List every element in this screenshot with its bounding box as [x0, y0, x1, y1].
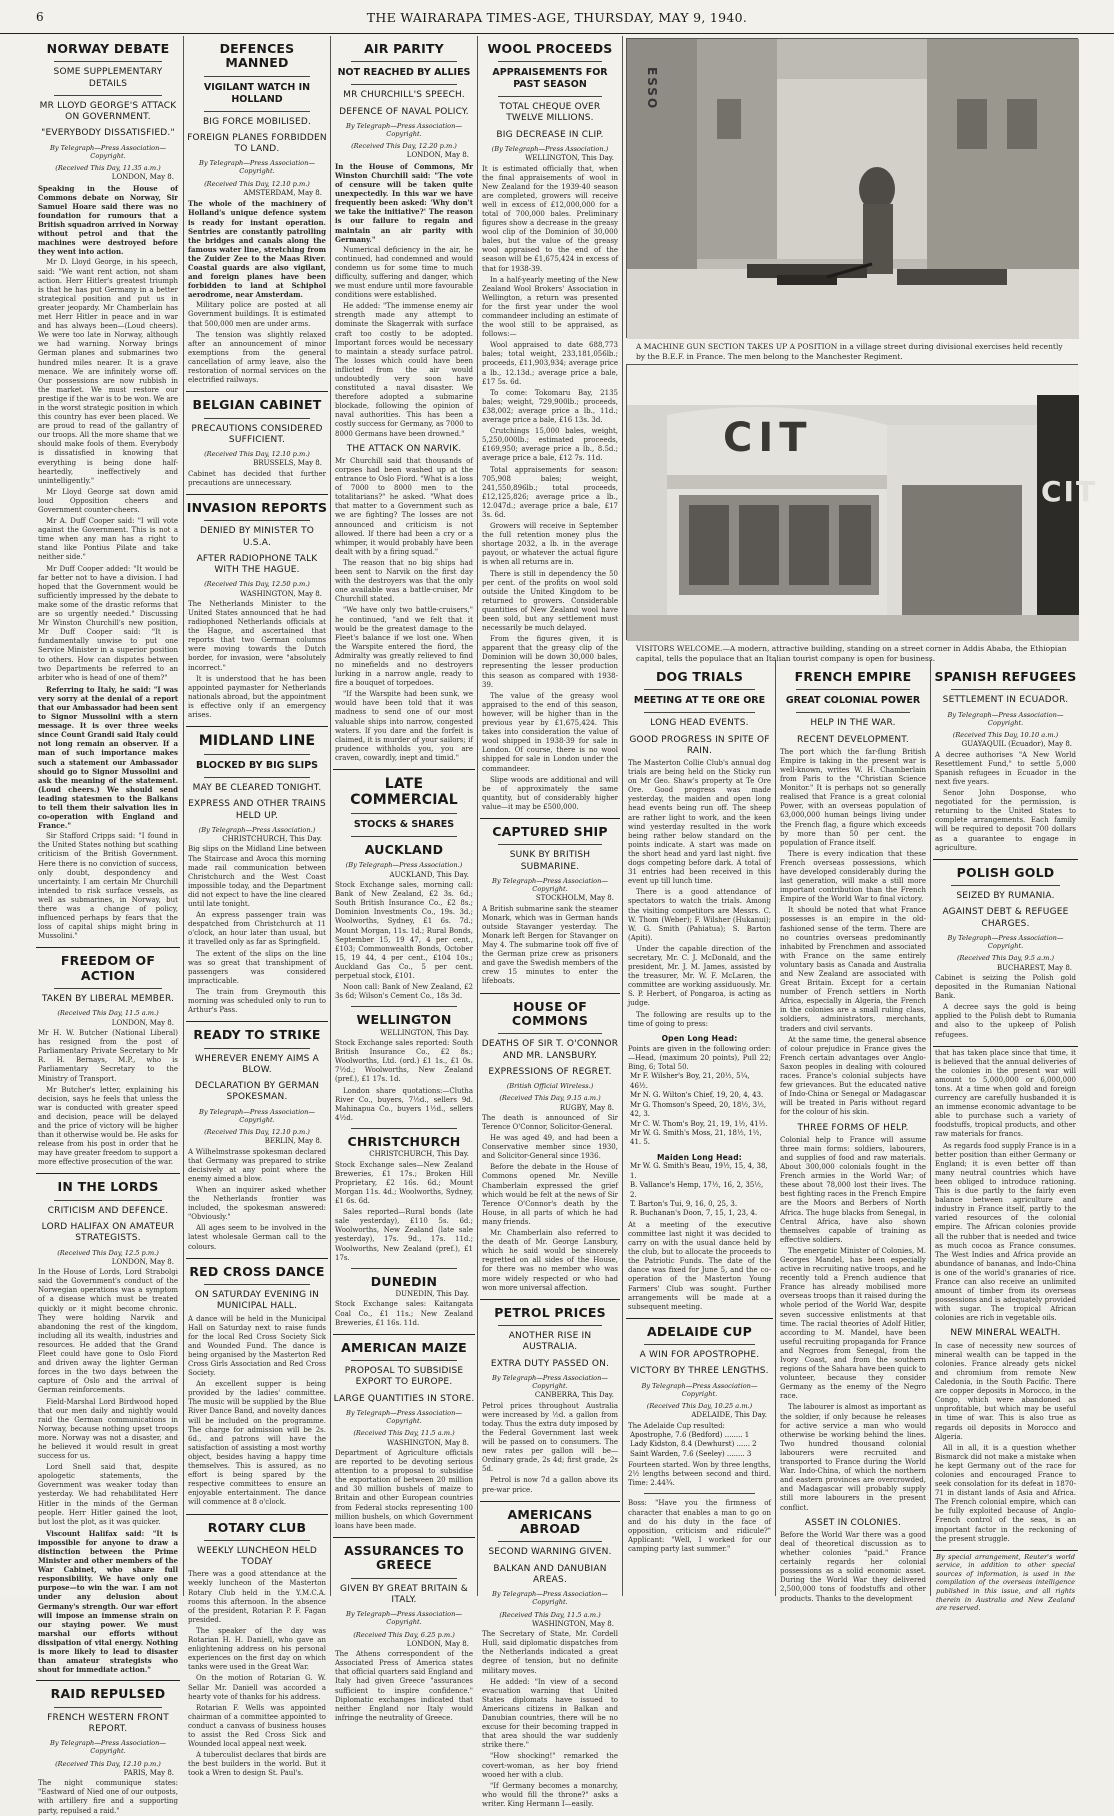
subheading: DECLARATION BY GERMAN SPOKESMAN. [194, 1081, 320, 1103]
article-paragraph: The Athens correspondent of the Associated Press of America states that official quarters said England and Italy had given Greece "assurances sufficient to inspire confidence." Diplomatic exchanges indicated that neither England nor Italy would infringe the neutrality of Greece. [335, 1650, 473, 1722]
result-row: B. Vallance's Hemp, 17½, 16, 2, 35½, 2. [630, 1181, 764, 1199]
subheading: EXTRA DUTY PASSED ON. [490, 1358, 610, 1369]
subheading: EXPRESSIONS OF REGRET. [488, 1066, 612, 1077]
article-paragraph: All in all, it is a question whether Bismarck did not make a mistake when he kept Germany out of the race for colonies and encouraged France to seek consolation for its defeat in 1870-71 in distant lands of Asia and Africa. The French colonial empire, which can be fully exploited because of Anglo-French control of the seas, is an important factor in the reckoning of the present struggle. [935, 1443, 1076, 1543]
article-paragraph: Before the World War there was a good deal of theoretical discussion as to whether colonies "paid." France certainly regards her colonial possessions as a solid economic asset. During the World War they delivered 2,500,000 tons of foodstuffs and other products. Thanks to the development [780, 1530, 926, 1603]
headline: DUNEDIN [370, 1273, 438, 1289]
headline: FRENCH EMPIRE [794, 669, 912, 684]
article-paragraph: Slipe woods are additional and will be of approximately the same quantity, but of considerably higher value—it may be £500,000. [482, 775, 618, 811]
result-row: R. Buchanan's Doon, 7, 15, 1, 23, 4. [630, 1209, 758, 1218]
dateline: PARIS, May 8. [123, 1768, 174, 1777]
byline: By Telegraph—Press Association—Copyright. [50, 1739, 166, 1756]
byline: By Telegraph—Press Association—Copyright. [492, 1373, 608, 1391]
subheading: RECENT DEVELOPMENT. [797, 734, 909, 745]
byline: By Telegraph—Press Association—Copyright. [947, 710, 1064, 727]
subheading: TAKEN BY LIBERAL MEMBER. [41, 994, 175, 1005]
article-paragraph: The Adelaide Cup resulted: [628, 1421, 725, 1430]
article-paragraph: As regards food supply France is in a better position than either Germany or England; it is even better off than many neutral countries which have been obliged to introduce rationing. This is due partly to the fairly even balance between agriculture and industry in France itself, partly to the varied resources of the colonial empire. The African colonies provide all the rubber that is needed and twice as much cocoa as France consumes. The West Indies and Africa provide an abundance of bananas, and Indo-China is one of the world's granaries of rice. France can also receive an unlimited amount of timber from its overseas possessions and is adequately provided with sugar. The tropical African colonies are rich in vegetable oils. [935, 1141, 1076, 1323]
newspaper-title: THE WAIRARAPA TIMES-AGE, THURSDAY, MAY 9, 1940. [366, 10, 748, 25]
article-paragraph: The extent of the slips on the line was so great that transhipment of passengers was considered impracticable. [188, 949, 326, 985]
headline: DOG TRIALS [655, 669, 744, 684]
dateline: LONDON, May 8. [111, 1018, 174, 1027]
subheading: WEEKLY LUNCHEON HELD TODAY [196, 1545, 318, 1568]
subheading: EXPRESS AND OTHER TRAINS HELD UP. [188, 799, 326, 821]
article-paragraph: Numerical deficiency in the air, he continued, had condemned and would condemn us for some time to much difficulty, suffering and danger, which we must endure until more favourable conditions were established. [335, 245, 473, 300]
article-paragraph: He was aged 49, and had been a Conservative member since 1930, and Solicitor-General since 1936. [482, 1134, 618, 1161]
subheading: SETTLEMENT IN ECUADOR. [942, 695, 1069, 706]
article-paragraph: At the same time, the general absence of colour prejudice in France gives the French certain advantages over Anglo-Saxon peoples in dealing with coloured races. France's colonial subjects have few grievances. But the educated native of Indo-China or Senegal or Madagascar will be treated in Paris without regard for the colour of his skin. [780, 1035, 926, 1117]
results-list [626, 1431, 773, 1459]
article-paragraph: He added: "The immense enemy air strength made any attempt to dominate the Skagerrak with surface craft too costly to be adopted. Important forces would be necessary to maintain a steady surface patrol. The losses which could have been inflicted from the air would undoubtedly very soon have constituted a naval disaster. We therefore adopted a submarine blockade, following the opinion of naval authorities. This has been a costly success for Germany, as 7000 to 8000 Germans have been drowned." [335, 302, 473, 438]
headline: ROTARY CLUB [207, 1519, 307, 1535]
subheading: TOTAL CHEQUE OVER TWELVE MILLIONS. [499, 102, 601, 124]
headline: FREEDOM OF ACTION [60, 953, 156, 983]
dateline: WASHINGTON, May 8. [239, 589, 322, 598]
headline: AUCKLAND [364, 842, 444, 858]
dateline: ADELAIDE, This Day. [691, 1411, 767, 1420]
subheading: MEETING AT TE ORE ORE [633, 695, 766, 707]
byline: By Telegraph—Press Association—Copyright. [947, 933, 1064, 951]
headline: MIDLAND LINE [198, 733, 316, 750]
subheading: DEATHS OF SIR T. O'CONNOR AND MR. LANSBURY. [481, 1039, 619, 1061]
byline: (By Telegraph—Press Association.) [345, 861, 463, 870]
subheading: FRENCH WESTERN FRONT REPORT. [47, 1712, 169, 1734]
received-time: (Received This Day, 6.25 p.m.) [353, 1630, 455, 1639]
photo-machine-gun-section [626, 38, 1078, 338]
result-row: Mr G. Thomson's Speed, 20, 18½, 3½, 42, 3. [630, 1100, 767, 1119]
article-paragraph: Sir Stafford Cripps said: "I found in the United States nothing but scathing criticism of the British Government. Here there is no conviction of success, only doubt, despondency and uncertainty. I am certain Mr Churchill intended to risk surface vessels, as well as submarines, in Norway, but there was a change of policy, influenced perhaps by fears that the loss of capital ships might bring in Mussolini." [38, 832, 178, 941]
article-paragraph: The death is announced of Sir Terence O'Connor, Solicitor-General. [482, 1113, 618, 1131]
article-paragraph: A dance will be held in the Municipal Hall on Saturday next to raise funds for the local Red Cross Society Sick and Wounded Fund. The dance is being organised by the Masterton Red Cross Girls Association and Red Cross Society. [188, 1314, 326, 1378]
subheading: SEIZED BY RUMANIA. [956, 891, 1055, 902]
byline: By Telegraph—Press Association—Copyright. [346, 121, 462, 138]
article-paragraph: It should be noted that what France possesses is an empire in the old-fashioned sense of the term. There are no countries overseas predominantly inhabited by Frenchmen and associated with France on the same entirely voluntary basis as Canada and Australia and New Zealand are associated with Great Britain. Except for a certain number of French settlers in North Africa, especially in Algeria, the French in the colonies are a small ruling class, soldiers, administrators, merchants, traders and civil servants. [780, 906, 926, 1033]
article-paragraph: When an inquirer asked whether the Netherlands frontier was included, the spokesman answered: "Obviously." [188, 1186, 326, 1222]
article-paragraph: The labourer is almost as important as the soldier, if only because he releases for active service a man who would otherwise be working behind the lines. Two hundred thousand colonial labourers were recruited and transported to France during the World War. Indo-China, of which the northern and eastern provinces are overcrowded, and Madagascar will probably supply still more labourers in the present conflict. [780, 1403, 926, 1512]
result-row: Mr C. W. Thom's Boy, 21, 19, 1½, 41½. [630, 1119, 768, 1128]
subheading: BALKAN AND DANUBIAN AREAS. [493, 1563, 607, 1585]
column-3 [333, 36, 475, 1722]
dateline: DUNEDIN, This Day. [395, 1290, 469, 1299]
article-paragraph: The Netherlands Minister to the United States announced that he had radiophoned Netherlands officials at the Hague, and ascertained that reports that two German columns were moving towards the Dutch border, for invasion, were "absolutely incorrect." [188, 599, 326, 672]
headline: NORWAY DEBATE [46, 41, 170, 56]
column-4 [480, 36, 620, 1808]
article-paragraph: The energetic Minister of Colonies, M. Georges Mandel, has been especially active in recruiting native troops, and he recently told a French audience that France has already mobilised more overseas troops than it raised during the whole period of the World War, despite seven successive enlistments at that time. The racial theories of Adolf Hitler, according to M. Mandel, have been useful recruiting propaganda for France and Negroes from Senegal, from the Ivory Coast, and from the southern regions of the Sahara have been quick to volunteer, because they consider Germany as the enemy of the Negro race. [780, 1246, 927, 1401]
received-time: (Received This Day, 12.20 p.m.) [351, 142, 457, 151]
headline: WELLINGTON [356, 1012, 452, 1028]
headline: INVASION REPORTS [186, 499, 328, 515]
result-row: Apostrophe, 7.6 (Bedford) ........ 1 [630, 1430, 750, 1439]
subheading: AGAINST DEBT & REFUGEE CHARGES. [942, 907, 1069, 929]
street-sign-text: ESSO [645, 67, 659, 111]
article-paragraph: "If the Warspite had been sunk, we would have been told that it was madness to send one of our most valuable ships into narrow, congested waters. If you dare and the forfeit is claimed, it is murder of your sailors; if prudence withholds you, you are craven, cowardly, inept and timid." [335, 690, 473, 762]
article-paragraph: It is understood that he has been appointed paymaster for Netherlands nationals abroad, but the appointment is effective only if an emergency arises. [188, 674, 326, 720]
result-row: Mr F. Wilsher's Boy, 21, 20½, 5¼, 46½. [630, 1072, 750, 1090]
article-paragraph: There is still in dependency the 50 per cent. of the profits on wool sold outside the United Kingdom to be returned to growers. Considerable quantities of New Zealand wool have been sold, but any settlement must necessarily be much delayed. [482, 569, 618, 633]
received-time: (Received This Day, 11.5 a.m.) [353, 1429, 455, 1438]
article-paragraph: Viscount Halifax said: "It is impossible for anyone to draw a distinction between the Prime Minister and other members of the War Cabinet, who share full responsibility. We have only one purpose—to win the war. I am not under any delusion about Germany's strength. Our war effort will impose an immense strain on our staying power. We must marshal our efforts without dissipation of vital energy. Nothing is more likely to lead to disaster than amateur strategists who shout for immediate action." [38, 1528, 178, 1675]
article-paragraph: "How shocking!" remarked the covert-woman, as her boy friend wooed her with a club. [482, 1752, 618, 1779]
headline: CAPTURED SHIP [492, 823, 608, 839]
article-paragraph: Mr. Chamberlain also referred to the death of Mr. George Lansbury, which he said would be sincerely regretted on all sides of the House, for there was no member who was more widely respected or who had won more universal affection. [482, 1229, 618, 1292]
headline: AMERICANS ABROAD [507, 1506, 593, 1536]
article-paragraph: In case of necessity new sources of mineral wealth can be tapped in the colonies. France already gets nickel and chromium from remote New Caledonia, in the South Pacific. There are copper deposits in Morocco, in the Congo, which were abandoned as unprofitable, but which may be useful in time of war. This is also true as regards oil deposits in Morocco and Algeria. [935, 1341, 1076, 1441]
received-time: (Received This Day, 11.35 a.m.) [55, 164, 161, 173]
article-paragraph: The value of the greasy wool appraised to the end of this season, however, will be higher than in the previous year by £1,675,424. This takes into consideration the value of wool shipped in 1938-39 for sale in London. Of course, there is no wool shipped for sale in London under the commandeer. [482, 691, 618, 773]
article-paragraph: The tension was slightly relaxed after an announcement of minor exemptions from the general cancellation of army leave, also the restoration of normal services on the electrified railways. [188, 330, 326, 385]
byline: By Telegraph—Press Association—Copyright. [641, 1381, 758, 1398]
dateline: CHRISTCHURCH, This Day. [369, 1150, 469, 1159]
result-row: Lady Kidston, 8.4 (Dewhurst) ...... 2 [630, 1440, 757, 1449]
headline: BELGIAN CABINET [192, 397, 322, 413]
dateline: CHRISTCHURCH, This Day. [222, 835, 322, 844]
subheading: ASSET IN COLONIES. [804, 1517, 902, 1528]
byline: By Telegraph—Press Association—Copyright. [492, 876, 608, 894]
article-paragraph: The reason that no big ships had been sent to Narvik on the first day with the destroyers was that the only one available was a battle-cruiser, Mr Churchill stated. [335, 558, 473, 604]
subheading: A WIN FOR APOSTROPHE. [639, 1350, 760, 1361]
results-heading: Maiden Long Head: [657, 1152, 742, 1162]
column-rule [183, 36, 184, 1596]
subheading: NEW MINERAL WEALTH. [950, 1328, 1061, 1339]
byline: By Telegraph—Press Association—Copyright. [492, 1590, 608, 1607]
article-paragraph: He added: "In view of a second evacuation warning that United States diplomats have issued to Americans citizens in Balkan and Danubian countries, there will be no excuse for their becoming trapped in that area should the war suddenly strike there." [482, 1677, 618, 1750]
byline: By Telegraph—Press Association—Copyright. [346, 1408, 462, 1426]
received-time: (Received This Day, 12.10 p.m.) [204, 179, 310, 188]
article-paragraph: A British submarine sank the steamer Monark, which was in German hands outside Stavanger yesterday. The Monark left Bergen for Stavanger on May 4. The submarine took off five of the German prize crew as prisoners and gave the Swedish members of the crew 15 minutes to enter the lifeboats. [482, 904, 618, 986]
article-paragraph: Speaking in the House of Commons debate on Norway, Sir Samuel Hoare said there was no foundation for rumours that a British squadron arrived in Norway without petrol and that the machines were destroyed before they went into action. [38, 183, 178, 257]
headline: ASSURANCES TO GREECE [344, 1542, 464, 1573]
building-sign-text-right: CIT [1041, 475, 1098, 508]
byline: By Telegraph—Press Association—Copyright. [50, 143, 166, 160]
article-paragraph: The speaker of the day was Rotarian H. H. Daniell, who gave an enlightening address on his personal experiences on the first day on which tanks were used in the Great War. [188, 1626, 326, 1672]
subheading: MR LLOYD GEORGE'S ATTACK ON GOVERNMENT. [39, 100, 177, 123]
result-row: Saint Warden, 7.6 (Seeley) ........ 3 [630, 1449, 752, 1458]
results-list [626, 1072, 773, 1148]
subheading: WHEREVER ENEMY AIMS A BLOW. [195, 1053, 319, 1075]
article-paragraph: Field-Marshal Lord Birdwood hoped that our men daily and nightly would raid the German communications in Norway, because nothing upset troops more. Norway was not a disaster, and he believed it would result in great success for us. [38, 1397, 178, 1461]
article-paragraph: There is a good attendance of spectators to watch the trials. Among the visiting competitors are Messrs. C. W. Thom (Weber); F. Wilsher (Hukanui); W. G. Smith (Pahiatua); S. Barton (Apiti). [628, 888, 771, 942]
article-paragraph: Rotarian F. Wells was appointed chairman of a committee appointed to conduct a canvass of business houses to assist the Red Cross Sick and Wounded local appeal next week. [188, 1703, 326, 1749]
article-paragraph: Points are given in the following order:—Head, (maximum 20 points), Pull 22; Bing, 6; Total 50. [628, 1045, 771, 1072]
photo-village-street [627, 39, 1079, 339]
dateline: BERLIN, May 8. [264, 1137, 322, 1146]
dateline: LONDON, May 8. [111, 173, 174, 182]
article-paragraph: Before the debate in the House of Commons opened Mr. Neville Chamberlain expressed the grief which would be felt at the news of Sir Terence O'Connor's death by the House, in all parts of which he had many friends. [482, 1163, 618, 1226]
subheading: LORD HALIFAX ON AMATEUR STRATEGISTS. [41, 1222, 175, 1244]
headline: LATE COMMERCIAL [350, 776, 458, 809]
article-paragraph: Referring to Italy, he said: "I was very sorry at the denial of a report that our Ambassador had been sent to Signor Mussolini with a stern message. It is over three weeks since Count Grandi said Italy could not long remain an observer. If a man of such importance makes such a statement our Ambassador should go to Signor Mussolini and ask the meaning of the statement. (Loud cheers.) We should send leading statesmen to the Balkans to tell them their salvation lies in co-operation with England and France." [38, 684, 178, 831]
subheading: THREE FORMS OF HELP. [797, 1122, 909, 1133]
article-paragraph: Total appraisements for season: 705,908 bales; weight, 241,550,896lb.; total proceeds, £12,125,826; average price a lb., 12.047d.; average price a bale, £17 3s. 6d. [482, 465, 618, 519]
subheading: APPRAISEMENTS FOR PAST SEASON [492, 67, 608, 91]
result-row: Mr N. G. Wilton's Chief, 19, 20, 4, 43. [630, 1091, 764, 1100]
article-paragraph: The Secretary of State, Mr. Cordell Hull, said diplomatic dispatches from the Netherlands indicated a great degree of tension, but no definite military moves. [482, 1630, 618, 1675]
article-paragraph: Mr Churchill said that thousands of corpses had been washed up at the entrance to Oslo Fiord. "What is a loss of 7000 to 8000 men to the totalitarians?" he asked. "What does that matter to a Government such as we are fighting? The losses are not announced and criticism is not allowed. If there had been a cry or a whimper, it would probably have been dealt with by a firing squad." [335, 456, 473, 556]
article-paragraph: The Masterton Collie Club's annual dog trials are being held on the Sticky run on Mr Geo. Shaw's property at Te Ore Ore. Good progress was made yesterday, the maiden and open long head events being run off. The sheep are rather light to work, and the keen wind yesterday resulted in the work being rather below standard on the points indicate. A start was made on the short head and yard last night. five dogs competing before dark. A total of 31 entries had been received in this event up till lunch time. [628, 759, 771, 886]
subheading: MAY BE CLEARED TONIGHT. [192, 783, 322, 794]
received-time: (Received This Day, 10.25 a.m.) [646, 1402, 753, 1411]
subheading: NOT REACHED BY ALLIES [337, 67, 471, 79]
received-time: (Received This Day, 12.50 p.m.) [204, 580, 310, 589]
received-time: (Received This Day, 11.5 a.m.) [57, 1009, 159, 1018]
results-list [626, 1162, 773, 1219]
article-paragraph: Mr H. W. Butcher (National Liberal) has resigned from the post of Parliamentary Private Secretary to Mr R. H. Bernays, M.P., who is Parliamentary Secretary to the Ministry of Transport. [38, 1029, 178, 1083]
headline: POLISH GOLD [956, 864, 1055, 880]
received-time: (Received This Day, 12.5 p.m.) [57, 1248, 159, 1257]
article-paragraph: Stock Exchange sales, morning call: Bank of New Zealand, £2 3s. 6d.; South British Insurance Co., £2 8s.; Dominion Investments Co., 19s. 3d.; Woolworths, Sydney, £1 6s. 7d.; Mount Morgan, 11s. 1d.; Rural Bonds, September 15, 19 47, 4 per cent., £103; Commonwealth Bonds, October 15, 19 44, 4 per cent., £104 10s.; Auckland Gas Co., 5 per cent. perpetual stock, £101. [335, 881, 473, 980]
byline: (British Official Wireless.) [506, 1082, 594, 1091]
article-paragraph: Petrol is now 7d a gallon above its pre-war price. [482, 1476, 618, 1494]
subheading: BLOCKED BY BIG SLIPS [195, 760, 319, 772]
subheading: VICTORY BY THREE LENGTHS. [630, 1366, 769, 1377]
dateline: LONDON, May 8. [406, 1639, 469, 1648]
byline: By Telegraph—Press Association—Copyright. [346, 1610, 462, 1627]
article-paragraph: that has taken place since that time, it is believed that the annual deliveries of the colonies in the present war will amount to 5,000,000 or 6,000,000 tons. At a time when gold and foreign currency are carefully husbanded it is an immense economic advantage to be able to purchase such a variety of foodstuffs, tropical products, and other raw materials for francs. [935, 1048, 1076, 1139]
article-paragraph: Under the capable direction of the secretary, Mr. C. J. McDonald, and the president, Mr. J. M. James, assisted by the treasurer, Mr. W. F. McLaren, the committee are working assiduously. Mr. S. P. Herbert, of Pongaroa, is acting as judge. [628, 944, 771, 1008]
article-paragraph: Mr D. Lloyd George, in his speech, said: "We want rent action, not sham action. Herr Hitler's greatest triumph is that he has put Germany in a better strategical position and put us in greater jeopardy. Mr Chamberlain has met Herr Hitler in peace and in war and has always been—(Loud cheers). We were too late in Norway, although we had warning. Norway brings German planes and submarines two hundred miles nearer. It is a grave menace. We are infinitely worse off. Our possessions are now rubbish in the market. We must restore our prestige if the war is to be won. We are in the worst strategic position in which this country has ever been placed. We are proud to read of the gallantry of our troops. All the more shame that we should make fools of them. Everybody is dissatisfied in knowing that everything is being done half-heartedly, ineffectively and unintelligently." [38, 258, 178, 485]
result-row: Mr W. G. Smith's Moss, 21, 18½, 1½, 41. 5. [630, 1129, 762, 1147]
article-paragraph: Petrol prices throughout Australia were increased by ½d. a gallon from today. Thus the extra duty imposed by the Federal Government last week will be passed on to consumers. The new rates per gallon will be—Ordinary grade, 2s 4d; first grade, 2s 5d. [482, 1401, 618, 1474]
article-paragraph: All ages seem to be involved in the latest wholesale German call to the colours. [188, 1224, 326, 1251]
column-rule [622, 36, 623, 1596]
column-5 [626, 664, 773, 1596]
article-paragraph: It is estimated officially that, when the final appraisements of wool in New Zealand for the 1939-40 season are completed, growers will receive well in excess of £12,000,000 for a total of 700,000 bales. Preliminary figures show a decrease in the greasy wool clip of the Dominion of 30,000 bales, but the value of the greasy wool appraised to the end of the season will be £1,675,424 in excess of that for 1938-39. [482, 164, 618, 273]
dateline: CANBERRA, This Day. [534, 1391, 614, 1400]
article-paragraph: At a meeting of the executive committee last night it was decided to carry on with the usual dance held by the club, but to allocate the proceeds to the Patriotic Funds. The date of the dance was fixed for June 5, and the co-operation of the Masterton Young Farmers' Club was sought. Further arrangements will be made at a subsequent meeting. [628, 1220, 771, 1311]
column-7 [933, 664, 1078, 1613]
article-paragraph: The following are results up to the time of going to press: [628, 1010, 771, 1028]
reuter-footnote: By special arrangement, Reuter's world service, in addition to other special sources of information, is used in the compilation of the overseas intelligence published in this issue, and all rights therein in Australia and New Zealand are reserved. [936, 1552, 1075, 1613]
dateline: BUCHAREST, May 8. [996, 963, 1072, 972]
headline: WOOL PROCEEDS [487, 41, 613, 56]
byline: (By Telegraph—Press Association.) [491, 144, 609, 153]
subheading: DEFENCE OF NAVAL POLICY. [339, 106, 469, 117]
subheading: BIG DECREASE IN CLIP. [496, 129, 604, 140]
subheading: GOOD PROGRESS IN SPITE OF RAIN. [629, 734, 770, 756]
subheading: PRECAUTIONS CONSIDERED SUFFICIENT. [191, 423, 323, 445]
column-rule [775, 660, 776, 1596]
subheading: AFTER RADIOPHONE TALK WITH THE HAGUE. [196, 553, 318, 576]
subheading: CRITICISM AND DEFENCE. [47, 1205, 169, 1216]
column-2 [186, 36, 328, 1778]
article-paragraph: In a half-yearly meeting of the New Zealand Wool Brokers' Association in Wellington, a return was presented for the first year under the wool commandeer including an estimate of the wool still to be appraised, as follows:— [482, 275, 618, 339]
article-paragraph: In the House of Commons, Mr Winston Churchill said: "The vote of censure will be taken quite unexpectedly. In this war we have frequently been asked: 'Why don't we take the initiative?' The reason is our failure to regain and maintain an air parity with Germany." [335, 161, 473, 244]
subheading: "EVERYBODY DISSATISFIED." [41, 128, 175, 139]
dateline: WELLINGTON, This Day. [525, 154, 614, 163]
subheading: SOME SUPPLEMENTARY DETAILS [53, 67, 163, 89]
headline: SPANISH REFUGEES [934, 669, 1077, 684]
received-time: (Received This Day, 11.5 a.m.) [499, 1610, 601, 1619]
headline: HOUSE OF COMMONS [511, 998, 589, 1028]
article-paragraph: A decree says the gold is being applied to the Polish debt to Rumania and also to the upkeep of Polish refugees. [935, 1003, 1076, 1039]
subheading: VIGILANT WATCH IN HOLLAND [203, 81, 311, 105]
headline: CHRISTCHURCH [347, 1133, 461, 1149]
article-paragraph: Military police are posted at all Government buildings. It is estimated that 500,000 men are under arms. [188, 301, 326, 328]
photo-addis-ababa-building [626, 364, 1098, 640]
dateline: GUAYAQUIL (Ecuador), May 8. [961, 740, 1072, 749]
received-time: (Received This Day, 12.10 p.m.) [204, 1128, 310, 1136]
subheading: SUNK BY BRITISH SUBMARINE. [509, 850, 591, 872]
headline: DEFENCES MANNED [219, 41, 295, 71]
article-paragraph: Boss: "Have you the firmness of character that enables a man to go on and do his duty in the face of opposition, criticism and ridicule?" Applicant: "Well, I worked for our camping party last summer." [628, 1499, 771, 1553]
article-paragraph: A tuberculist declares that birds are the best builders in the world. But it took a Wren to design St. Paul's. [188, 1751, 326, 1778]
dateline: LONDON, May 8. [406, 151, 469, 160]
subheading: MR CHURCHILL'S SPEECH. [343, 90, 465, 101]
article-paragraph: There was a good attendance at the weekly luncheon of the Masterton Rotary Club held in the Y.M.C.A. rooms this afternoon. In the absence of the president, Rotarian P. F. Fagan presided. [188, 1570, 326, 1624]
result-row: T. Barton's Tui, 9, 16, 0, 25, 3. [630, 1200, 738, 1208]
dateline: AMSTERDAM, May 8. [243, 188, 322, 197]
article-paragraph: The port which the far-flung British Empire is taking in the present war is well-known, writes W. H. Chamberlain from Paris to the "Christian Science Monitor." It is perhaps not so generally realised that France is a great colonial Power, with an overseas population of 63,000,000 human beings living under the French flag, a figure which exceeds by more than 50 per cent. the population of France itself. [780, 747, 926, 847]
dateline: WELLINGTON, This Day. [380, 1028, 469, 1037]
article-paragraph: Noon call: Bank of New Zealand, £2 3s 6d; Wilson's Cement Co., 18s 3d. [335, 983, 473, 1001]
column-rule [477, 36, 478, 1596]
article-paragraph: The night communique states: "Eastward of Nied one of our outposts, with artillery fire and a supporting party, repulsed a raid." [38, 1779, 178, 1815]
article-paragraph: Mr Butcher's letter, explaining his decision, says he feels that unless the war is conducted with greater speed and decision, peace will be delayed and the price of victory will be higher than it otherwise would be. He asks for release from his post in order that he may have greater freedom to support a more effective prosecution of the war. [38, 1085, 178, 1167]
photo-building [627, 365, 1079, 641]
article-paragraph: Growers will receive in September the full retention money plus the shortage 2032, a lb. in the average payout, or whatever the actual figure is when all returns are in. [482, 522, 618, 567]
subheading: FOREIGN PLANES FORBIDDEN TO LAND. [187, 132, 327, 154]
article-paragraph: Mr A. Duff Cooper said: "I will vote against the Government. This is not a time when any man has a right to stand like Pontius Pilate and take neither side." [38, 517, 178, 562]
dateline: WASHINGTON, May 8. [386, 1438, 469, 1447]
column-6 [778, 664, 928, 1603]
masthead [0, 0, 1114, 34]
article-paragraph: Colonial help to France will assume three main forms: soldiers, labourers, and supplies of food and raw materials. About 300,000 colonials fought in the French armies in the World War; of these about 78,000 lost their lives. The best fighting races in the French Empire are the Moors and Berbers of North Africa. The huge blacks from Senegal, in Central Africa, have also shown themselves capable of training as effective soldiers. [780, 1135, 926, 1244]
dateline: BRUSSELS, May 8. [253, 459, 322, 468]
article-paragraph: Crutchings 15,000 bales, weight, 5,250,000lb.; estimated proceeds, £169,950; average price a lb., 8.5d.; average price a bale, £12 7s. 11d. [482, 427, 618, 463]
dateline: RUGBY, May 8. [559, 1103, 614, 1112]
article-paragraph: On the motion of Rotarian G. W. Sellar Mr. Daniell was accorded a hearty vote of thanks for his address. [188, 1674, 326, 1701]
received-time: (Received This Day, 10.10 a.m.) [952, 731, 1059, 740]
received-time: (Received This Day, 9.5 a.m.) [956, 954, 1055, 963]
subheading: LONG HEAD EVENTS. [650, 718, 749, 729]
dateline: LONDON, May 8. [111, 1257, 174, 1266]
headline: RED CROSS DANCE [189, 1263, 325, 1279]
results-heading: Open Long Head: [661, 1033, 738, 1043]
headline: AMERICAN MAIZE [341, 1339, 467, 1355]
dateline: STOCKHOLM, May 8. [535, 894, 614, 903]
dateline: AUCKLAND, This Day. [389, 870, 469, 879]
article-paragraph: Big slips on the Midland Line between The Staircase and Avoca this morning made rail communication between Christchurch and the West Coast impossible today, and the Department did not expect to have the line cleared until late tonight. [188, 845, 326, 909]
building-sign-text: CIT [723, 415, 813, 461]
article-paragraph: "We have only two battle-cruisers," he continued, "and we felt that it would be the greatest damage to the Fleet's balance if we lost one. When the Warspite entered the fiord, the Admiralty was greatly relieved to find no minefields and no destroyers lurking in a narrow angle, ready to fire a bouquet of torpedoes. [335, 606, 473, 688]
received-time: (Received This Day, 9.15 a.m.) [499, 1094, 601, 1103]
article-paragraph: An express passenger train was despatched from Christchurch at 11 o'clock, an hour later than usual, but it travelled only as far as Springfield. [188, 911, 326, 947]
article-paragraph: Fourteen started. Won by three lengths, 2½ lengths between second and third. Time: 2.44¾. [628, 1461, 771, 1488]
headline: READY TO STRIKE [193, 1027, 321, 1043]
received-time: (Received This Day, 12.10 p.m.) [55, 1759, 161, 1768]
received-time: (Received This Day, 12.10 p.m.) [204, 450, 310, 459]
headline: AIR PARITY [364, 41, 444, 56]
article-paragraph: Department of Agriculture officials are reported to be devoting serious attention to a proposal to subsidise the exportation of between 20 million and 30 million bushels of maize to Britain and other European countries from Federal stocks representing 100 million bushels, on which Government loans have been made. [335, 1448, 473, 1530]
article-paragraph: An excellent supper is being provided by the ladies' committee. The music will be supplied by the Blue River Dance Band, and novelty dances will be included on the programme. The charge for admission will be 2s. 6d., and patrons will have the satisfaction of assisting a most worthy object, besides having a happy time themselves. This is assured, as no effort is being spared by the respective committees to ensure an enjoyable entertainment. The dance will commence at 8 o'clock. [188, 1380, 326, 1507]
subheading: HELP IN THE WAR. [810, 718, 896, 729]
article-paragraph: There is every indication that these French overseas possessions, which have developed considerably during the last generation, will make a still more important contribution than the French Empire of the World War to final victory. [780, 849, 926, 904]
subheading: BIG FORCE MOBILISED. [202, 116, 312, 127]
article-paragraph: Lord Snell said that, despite apologetic statements, the Government was weaker today than yesterday. We had rehabilitated Herr Hitler in the minds of the German people. Herr Hitler gained the loot, but lost the plot, as it was quicker. [38, 1463, 178, 1526]
article-paragraph: From the figures given, it is apparent that the greasy clip of the Dominion will be down 30,000 bales, representing the lesser production this season as compared with 1938-39. [482, 635, 618, 689]
dateline: WASHINGTON, May 8. [531, 1619, 614, 1628]
article-paragraph: London share quotations:—Clutha River Co., buyers, 7½d., sellers 9d. Mahinapua Co., buyers 1½d., sellers 4½d. [335, 1086, 473, 1122]
article-paragraph: The train from Greymouth this morning was scheduled only to run to Arthur's Pass. [188, 987, 326, 1015]
page-number: 6 [36, 10, 44, 24]
headline: PETROL PRICES [494, 1304, 606, 1320]
article-paragraph: Stock Exchange sales—New Zealand Breweries, £1 17s.; Broken Hill Proprietary, £2 16s. 6d.; Mount Morgan 11s. 4d.; Woolworths, Sydney, £1 6s. 6d. [335, 1160, 473, 1206]
article-paragraph: Cabinet is seizing the Polish gold deposited in the Rumanian National Bank. [935, 973, 1076, 1001]
article-paragraph: Mr Lloyd George sat down amid loud Opposition cheers and Government counter-cheers. [38, 487, 178, 514]
article-paragraph: A Wilhelmstrasse spokesman declared that Germany was prepared to strike decisively at any point where the enemy aimed a blow. [188, 1147, 326, 1183]
article-paragraph: A decree authorises "A New World Resettlement Fund," to settle 5,000 Spanish refugees in Ecuador in the next five years. [935, 750, 1076, 786]
article-paragraph: To come: Tokomaru Bay, 2135 bales; weight, 729,900lb.; proceeds, £38,002; average price a lb., 11d.; average price a bale, £16 13s. 3d. [482, 388, 618, 425]
subheading: STOCKS & SHARES [353, 819, 455, 831]
photo-caption: A MACHINE GUN SECTION TAKES UP A POSITION in a village street during divisional exercises held recently by the B.E.F. in France. The men belong to the Manchester Regiment. [636, 342, 1063, 361]
article-paragraph: The whole of the machinery of Holland's unique defence system is ready for instant operation. Sentries are constantly patrolling the bridges and canals along the famous water line, stretching from the Zuider Zee to the Maas River. Coastal guards are also vigilant, and foreign planes have been forbidden to land at Schiphol aerodrome, near Amsterdam. [188, 199, 326, 300]
article-paragraph: Senor John Dosponse, who negotiated for the permission, is returning to the United States to complete arrangements. Each family will be required to deposit 700 dollars as a guarantee to engage in agriculture. [935, 789, 1076, 852]
subheading: GIVEN BY GREAT BRITAIN & ITALY. [340, 1583, 468, 1605]
subheading: SECOND WARNING GIVEN. [488, 1547, 612, 1558]
article-paragraph: "If Germany becomes a monarchy, who would fill the throne?" asks a writer. King Hermann I—easily. [482, 1781, 618, 1808]
article-paragraph: Sales reported—Rural bonds (late sale yesterday), £110 5s. 6d.; Woolworths, New Zealand (late sale yesterday), 17s. 9d., 17s. 11d.; Woolworths, New Zealand (pref.), £1 17s. [335, 1208, 473, 1262]
headline: RAID REPULSED [50, 1686, 166, 1702]
subheading: ON SATURDAY EVENING IN MUNICIPAL HALL. [194, 1290, 320, 1312]
subheading: DENIED BY MINISTER TO U.S.A. [199, 526, 315, 548]
article-paragraph: Wool appraised to date 688,773 bales; total weight, 233,181,056lb.; proceeds, £11,903,934; average price a lb., 12.13d.; average price a bale, £17 5s. 6d. [482, 341, 618, 386]
subheading: GREAT COLONIAL POWER [785, 695, 921, 707]
result-row: Mr W. G. Smith's Beau, 19½, 15, 4, 38, 1. [630, 1162, 768, 1180]
headline: ADELAIDE CUP [646, 1323, 753, 1339]
article-paragraph: Mr Duff Cooper added: "It would be far better not to have a division. I had hoped that the Government would be sufficiently impressed by the debate to make some of the drastic reforms that are so urgently needed." Discussing Mr Winston Churchill's new position, Mr Duff Cooper said: "It is fundamentally unwise to put one Service Minister in a superior position to others. How can disputes between two Departments be referred to an arbiter who is head of one of them?" [38, 564, 178, 682]
subheading: PROPOSAL TO SUBSIDISE EXPORT TO EUROPE. [344, 1366, 464, 1388]
column-rule [930, 660, 931, 1596]
photo-caption: VISITORS WELCOME.—A modern, attractive building, standing on a street corner in Addis Ababa, the Ethiopian capital, tells the populace that an Italian tourist company is open for business. [636, 644, 1067, 663]
byline: By Telegraph—Press Association—Copyright. [199, 159, 315, 176]
subheading: LARGE QUANTITIES IN STORE. [333, 1393, 475, 1404]
byline: By Telegraph—Press Association—Copyright. [199, 1107, 315, 1124]
subheading: ANOTHER RISE IN AUSTRALIA. [508, 1331, 592, 1353]
column-1 [36, 36, 180, 1815]
article-paragraph: Cabinet has decided that further precautions are unnecessary. [188, 469, 326, 487]
headline: IN THE LORDS [57, 1179, 159, 1195]
article-paragraph: Stock Exchange sales: Kaitangata Coal Co., £1 11s.; New Zealand Breweries, £1 16s. 11d. [335, 1300, 473, 1327]
column-rule [330, 36, 331, 1596]
article-paragraph: Stock Exchange sales reported: South British Insurance Co., £2 8s.; Woolworths, Ltd. (ord.) £1 1s., £1 0s. 7½d.; Woolworths, New Zealand (pref.), £1 17s. 1d. [335, 1039, 473, 1084]
byline: (By Telegraph—Press Association.) [198, 825, 316, 834]
article-paragraph: In the House of Lords, Lord Strabolgi said the Government's conduct of the Norwegian operations was a symptom of a disease which must be treated quickly or it might become chronic. They were holding Narvik and abandoning the rest of the kingdom, including all its wealth, industries and resources. He added that the Grand Fleet could have gone to Oslo Fiord and driven away the lighter German forces in the two days between the capture of Oslo and the arrival of German reinforcements. [38, 1268, 178, 1395]
subheading: THE ATTACK ON NARVIK. [346, 443, 462, 454]
